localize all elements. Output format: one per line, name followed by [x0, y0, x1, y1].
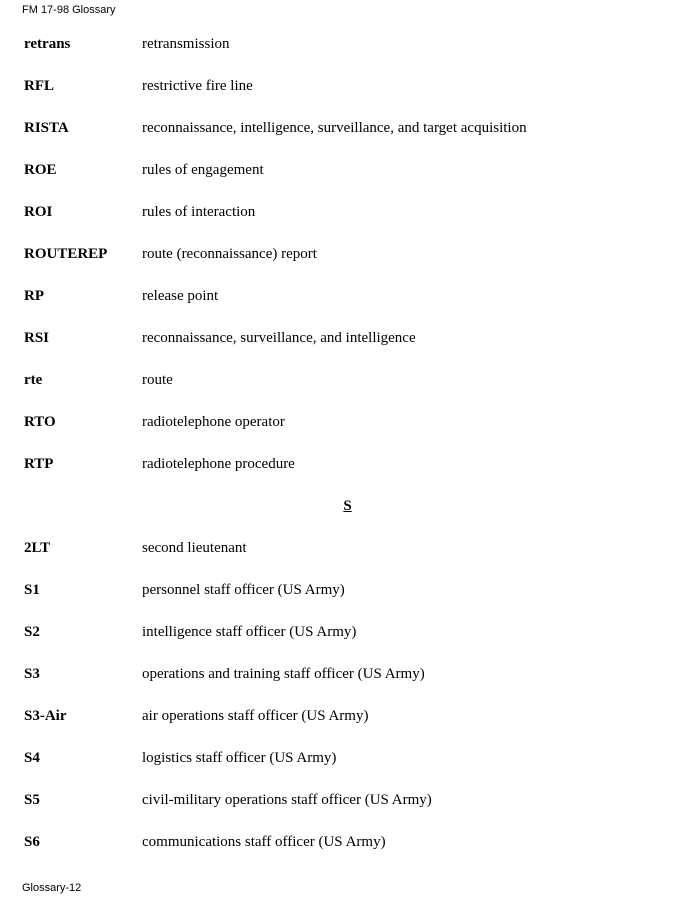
glossary-entry [24, 581, 674, 623]
glossary-term: S6 [24, 834, 40, 850]
glossary-entry [24, 161, 674, 203]
glossary-definition: radiotelephone operator [142, 414, 285, 430]
glossary-term: RISTA [24, 120, 69, 136]
glossary-entry [24, 287, 674, 329]
glossary-definition: rules of interaction [142, 204, 256, 220]
glossary-term: S3-Air [24, 708, 67, 724]
glossary-entry [24, 623, 674, 665]
glossary-term: S2 [24, 624, 40, 640]
glossary-definition: reconnaissance, intelligence, surveillance, and target acquisition [142, 120, 527, 136]
glossary-definition: reconnaissance, surveillance, and intelligence [142, 330, 416, 346]
glossary-entry [24, 791, 674, 833]
glossary-definition: second lieutenant [142, 540, 247, 556]
glossary-definition: route [142, 372, 173, 388]
glossary-term: retrans [24, 36, 71, 52]
glossary-definition: restrictive fire line [142, 78, 253, 94]
glossary-definition: operations and training staff officer (US Army) [142, 666, 425, 682]
glossary-term: RTO [24, 414, 56, 430]
glossary-term: S5 [24, 792, 40, 808]
glossary-definition: radiotelephone procedure [142, 456, 295, 472]
glossary-term: S4 [24, 750, 40, 766]
glossary-entry [24, 329, 674, 371]
glossary-entry [24, 455, 674, 497]
glossary-definition: communications staff officer (US Army) [142, 834, 386, 850]
glossary-entry [24, 35, 674, 77]
glossary-definition: route (reconnaissance) report [142, 246, 317, 262]
glossary-definition: logistics staff officer (US Army) [142, 750, 337, 766]
glossary-definition: rules of engagement [142, 162, 264, 178]
glossary-definition: air operations staff officer (US Army) [142, 708, 369, 724]
glossary-entry [24, 245, 674, 287]
glossary-term: ROUTEREP [24, 246, 108, 262]
glossary-term: rte [24, 372, 43, 388]
glossary-term: RTP [24, 456, 54, 472]
glossary-list [24, 35, 674, 875]
glossary-term: S3 [24, 666, 40, 682]
glossary-term: 2LT [24, 540, 51, 556]
glossary-term: ROE [24, 162, 57, 178]
glossary-entry [24, 749, 674, 791]
page-number: Glossary-12 [22, 882, 82, 894]
glossary-definition: release point [142, 288, 219, 304]
running-head: FM 17-98 Glossary [22, 4, 116, 16]
glossary-entry [24, 203, 674, 245]
glossary-term: RSI [24, 330, 50, 346]
glossary-entry [24, 539, 674, 581]
glossary-definition: retransmission [142, 36, 230, 52]
glossary-entry [24, 707, 674, 749]
glossary-term: ROI [24, 204, 53, 220]
glossary-entry [24, 77, 674, 119]
glossary-entry [24, 119, 674, 161]
glossary-definition: intelligence staff officer (US Army) [142, 624, 357, 640]
glossary-entry [24, 413, 674, 455]
glossary-entry [24, 371, 674, 413]
glossary-entry [24, 665, 674, 707]
glossary-term: RFL [24, 78, 54, 94]
glossary-term: S1 [24, 582, 40, 598]
glossary-definition: civil-military operations staff officer (US Army) [142, 792, 432, 808]
glossary-term: RP [24, 288, 44, 304]
section-heading-s: S [343, 498, 352, 514]
glossary-entry [24, 833, 674, 875]
glossary-definition: personnel staff officer (US Army) [142, 582, 345, 598]
